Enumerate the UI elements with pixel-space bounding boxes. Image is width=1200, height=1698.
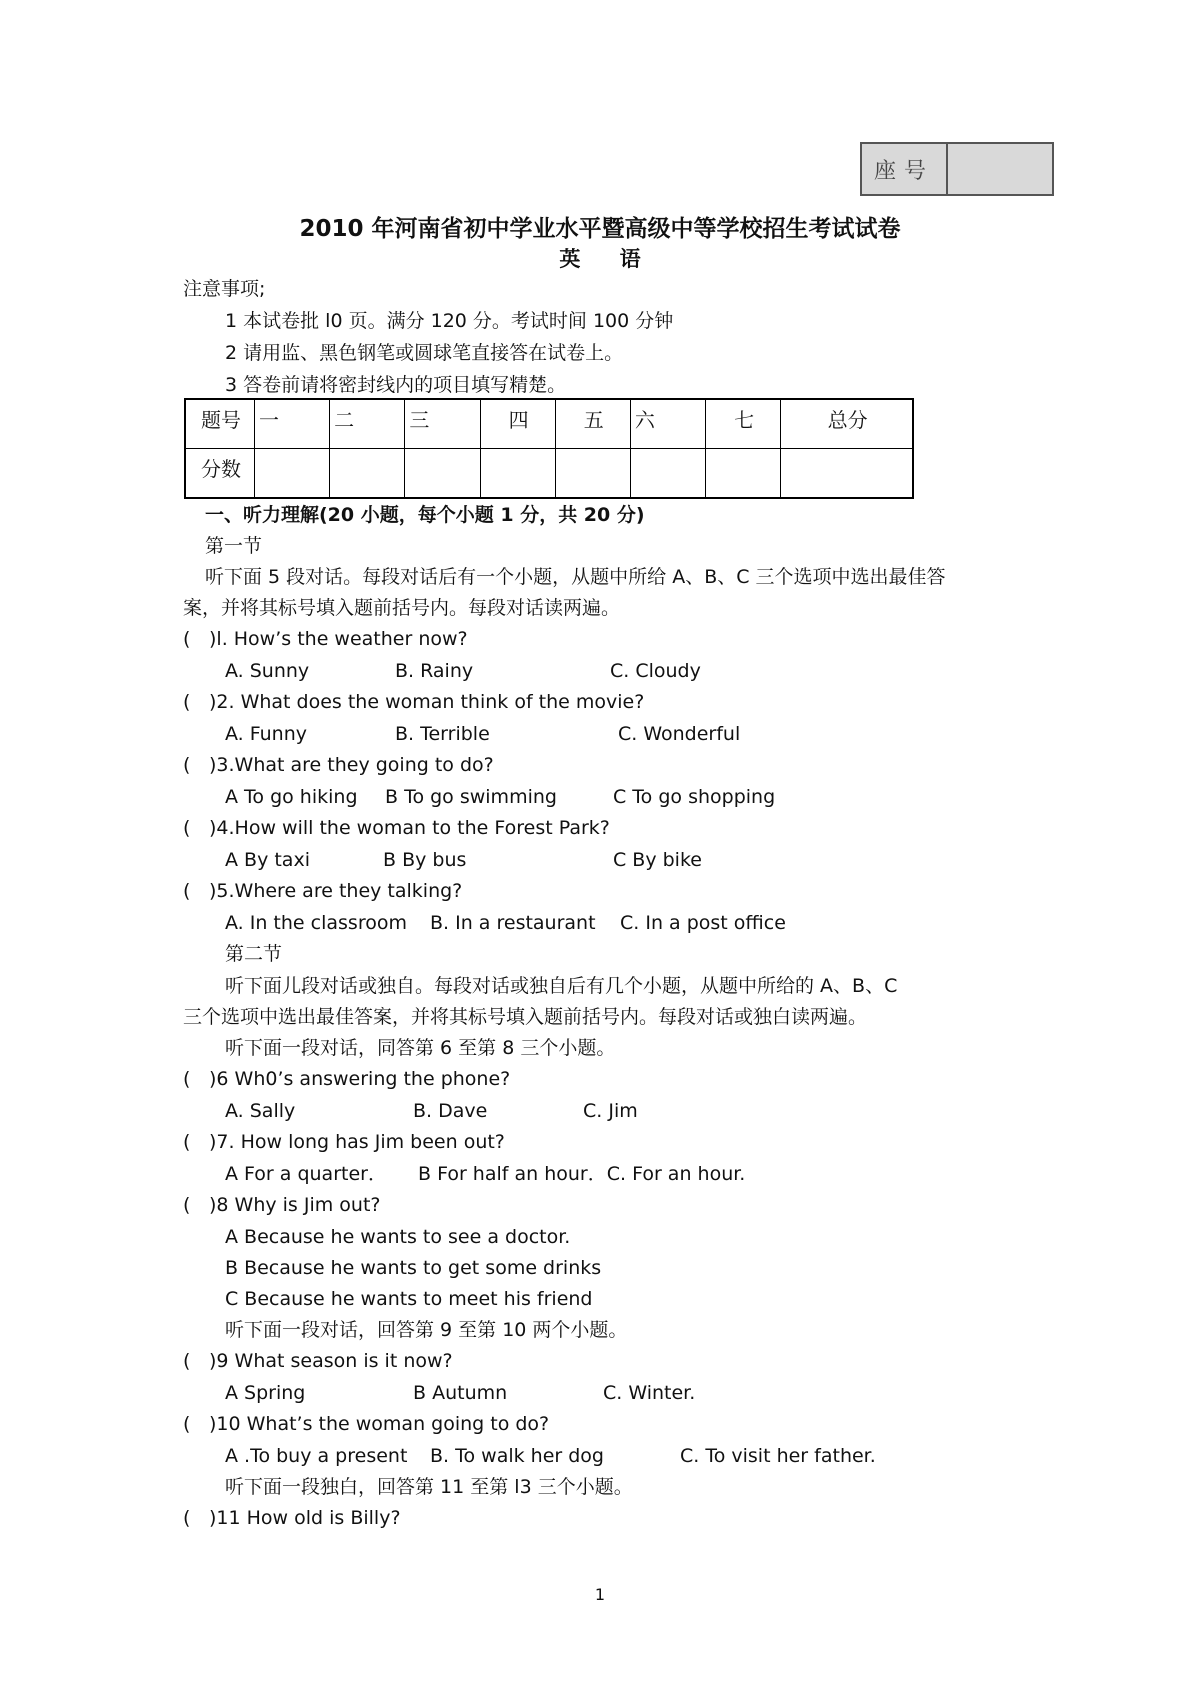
option-a: A. Sally xyxy=(225,1100,296,1122)
question-item xyxy=(183,752,494,778)
question-text: )9 What season is it now? xyxy=(209,1350,453,1372)
answer-bracket[interactable]: ( xyxy=(183,1507,191,1529)
option-a: A .To buy a present xyxy=(225,1445,408,1467)
score-input-cell[interactable] xyxy=(781,449,913,499)
note-item: 1 本试卷批 l0 页。满分 120 分。考试时间 100 分钟 xyxy=(225,310,674,332)
seat-number-blank xyxy=(948,144,1052,194)
group-instructions: 听下面一段对话，回答第 9 至第 10 两个小题。 xyxy=(225,1319,628,1341)
answer-bracket[interactable]: ( xyxy=(183,1131,191,1153)
part-instructions: 三个选项中选出最佳答案，并将其标号填入题前括号内。每段对话或独白读两遍。 xyxy=(183,1006,868,1028)
answer-bracket[interactable]: ( xyxy=(183,880,191,902)
section-title: 一、听力理解(20 小题，每个小题 1 分，共 20 分) xyxy=(205,504,645,526)
score-input-cell[interactable] xyxy=(706,449,781,499)
question-item xyxy=(183,1192,381,1218)
option-c: C. Winter. xyxy=(603,1382,696,1404)
question-text: )3.What are they going to do? xyxy=(209,754,494,776)
score-input-cell[interactable] xyxy=(555,449,630,499)
score-table-cell: 六 xyxy=(630,399,705,449)
answer-bracket[interactable]: ( xyxy=(183,754,191,776)
exam-subject: 英 语 xyxy=(559,247,641,271)
answer-bracket[interactable]: ( xyxy=(183,1413,191,1435)
option-c: C Because he wants to meet his friend xyxy=(225,1288,593,1310)
score-table-cell: 题号 xyxy=(185,399,255,449)
answer-bracket[interactable]: ( xyxy=(183,1194,191,1216)
score-table-cell: 三 xyxy=(405,399,480,449)
option-a: A To go hiking xyxy=(225,786,358,808)
question-item xyxy=(183,1129,505,1155)
score-table-cell: 二 xyxy=(330,399,405,449)
option-a: A. Funny xyxy=(225,723,308,745)
answer-bracket[interactable]: ( xyxy=(183,691,191,713)
note-item: 3 答卷前请将密封线内的项目填写精楚。 xyxy=(225,374,567,396)
option-a: A. Sunny xyxy=(225,660,310,682)
option-b: B To go swimming xyxy=(385,786,557,808)
seat-number-label: 座号 xyxy=(862,144,948,194)
answer-bracket[interactable]: ( xyxy=(183,628,191,650)
option-c: C. To visit her father. xyxy=(680,1445,876,1467)
question-item xyxy=(183,1505,401,1531)
score-input-cell[interactable] xyxy=(255,449,330,499)
group-instructions: 听下面一段对话，同答第 6 至第 8 三个小题。 xyxy=(225,1037,616,1059)
option-c: C. Jim xyxy=(583,1100,638,1122)
part-instructions: 听下面儿段对话或独自。每段对话或独自后有几个小题，从题中所给的 A、B、C xyxy=(225,975,898,997)
question-text: )6 Wh0’s answering the phone? xyxy=(209,1068,511,1090)
question-text: )10 What’s the woman going to do? xyxy=(209,1413,550,1435)
option-b: B. Rainy xyxy=(395,660,474,682)
score-input-cell[interactable] xyxy=(480,449,555,499)
option-c: C. Cloudy xyxy=(610,660,701,682)
score-table-row-scores xyxy=(185,449,913,499)
option-c: C. Wonderful xyxy=(618,723,741,745)
score-table-cell: 七 xyxy=(706,399,781,449)
note-item: 2 请用监、黑色钢笔或圆球笔直接答在试卷上。 xyxy=(225,342,624,364)
question-text: )8 Why is Jim out? xyxy=(209,1194,381,1216)
question-text: )l. How’s the weather now? xyxy=(209,628,468,650)
option-b: B. To walk her dog xyxy=(430,1445,604,1467)
answer-bracket[interactable]: ( xyxy=(183,1350,191,1372)
option-c: C By bike xyxy=(613,849,702,871)
option-c: C. In a post office xyxy=(620,912,786,934)
answer-bracket[interactable]: ( xyxy=(183,1068,191,1090)
part-label: 第一节 xyxy=(205,535,263,557)
part-instructions: 听下面 5 段对话。每段对话后有一个小题，从题中所给 A、B、C 三个选项中选出最佳答 xyxy=(205,566,946,588)
page-number: 1 xyxy=(594,1585,606,1604)
answer-bracket[interactable]: ( xyxy=(183,817,191,839)
score-input-cell[interactable] xyxy=(405,449,480,499)
option-b: B. Terrible xyxy=(395,723,490,745)
score-input-cell[interactable] xyxy=(630,449,705,499)
option-b: B By bus xyxy=(383,849,467,871)
option-c: C To go shopping xyxy=(613,786,776,808)
notes-heading: 注意事项; xyxy=(183,278,266,300)
option-b: B. In a restaurant xyxy=(430,912,596,934)
score-table xyxy=(184,398,914,499)
option-a: A Spring xyxy=(225,1382,306,1404)
option-b: B For half an hour．C. For an hour. xyxy=(418,1163,746,1185)
option-a: A By taxi xyxy=(225,849,310,871)
score-table-cell: 四 xyxy=(480,399,555,449)
question-item xyxy=(183,626,468,652)
seat-number-box xyxy=(860,142,1054,196)
question-item xyxy=(183,815,610,841)
score-table-cell: 一 xyxy=(255,399,330,449)
group-instructions: 听下面一段独白，回答第 11 至第 l3 三个小题。 xyxy=(225,1476,633,1498)
question-item xyxy=(183,1411,549,1437)
option-b: B. Dave xyxy=(413,1100,488,1122)
question-item xyxy=(183,1348,453,1374)
question-item xyxy=(183,1066,510,1092)
option-b: B Because he wants to get some drinks xyxy=(225,1257,602,1279)
part-instructions: 案，并将其标号填入题前括号内。每段对话读两遍。 xyxy=(183,597,621,619)
option-a: A Because he wants to see a doctor. xyxy=(225,1226,571,1248)
question-text: )5.Where are they talking? xyxy=(209,880,463,902)
option-a: A For a quarter． xyxy=(225,1163,387,1185)
question-text: )7. How long has Jim been out? xyxy=(209,1131,505,1153)
score-table-cell: 分数 xyxy=(185,449,255,499)
exam-title: 2010 年河南省初中学业水平暨高级中等学校招生考试试卷 xyxy=(299,216,901,242)
part-label: 第二节 xyxy=(225,943,283,965)
question-item xyxy=(183,689,644,715)
option-a: A. In the classroom xyxy=(225,912,407,934)
score-table-row-header xyxy=(185,399,913,449)
score-input-cell[interactable] xyxy=(330,449,405,499)
score-table-cell: 五 xyxy=(555,399,630,449)
option-b: B Autumn xyxy=(413,1382,508,1404)
question-text: )11 How old is Billy? xyxy=(209,1507,401,1529)
score-table-cell: 总分 xyxy=(781,399,913,449)
question-item xyxy=(183,878,462,904)
question-text: )4.How will the woman to the Forest Park? xyxy=(209,817,610,839)
question-text: )2. What does the woman think of the movie? xyxy=(209,691,645,713)
